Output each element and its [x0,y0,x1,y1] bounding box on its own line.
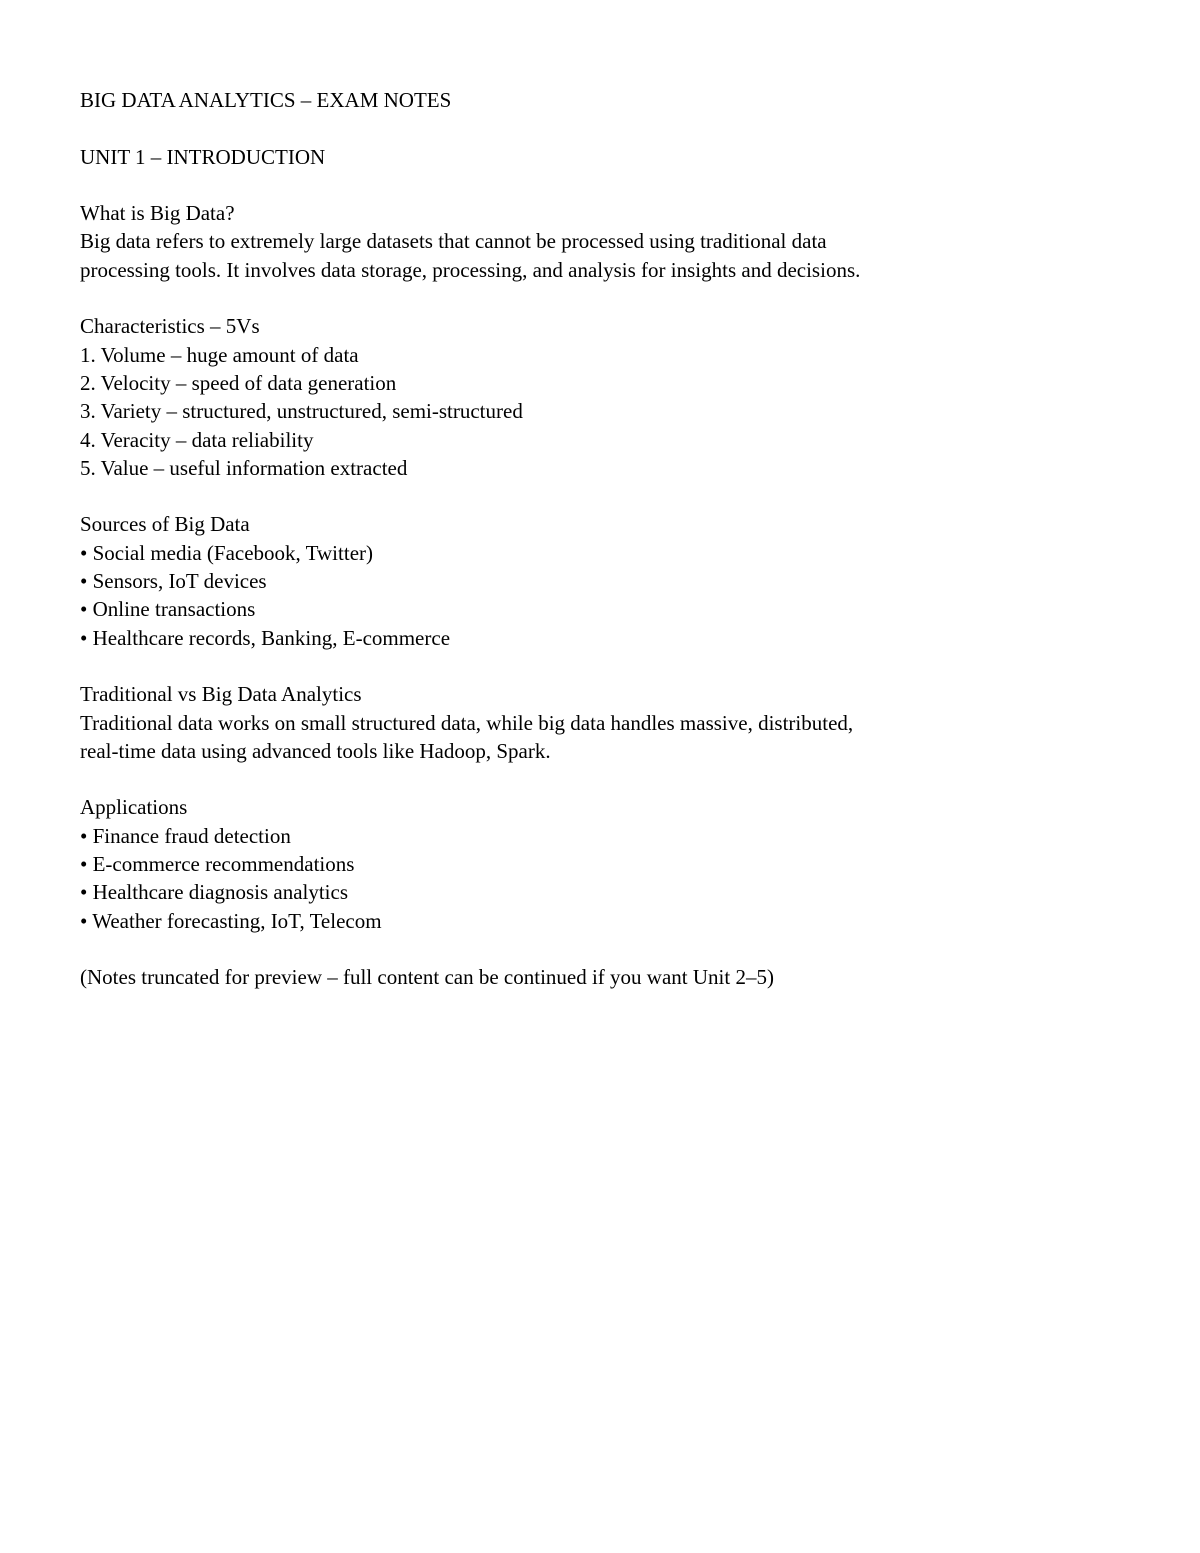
list-item: 2. Velocity – speed of data generation [80,370,397,395]
list-item: • Social media (Facebook, Twitter) [80,540,373,565]
list-item: 4. Veracity – data reliability [80,427,314,452]
list-item: 3. Variety – structured, unstructured, semi-structured [80,399,523,424]
document-title: BIG DATA ANALYTICS – EXAM NOTES [80,88,452,112]
list-item: • Sensors, IoT devices [80,569,267,594]
section-what-is-big-data [80,199,1120,284]
section-heading: Sources of Big Data [80,512,250,537]
spacer [80,935,1120,963]
spacer [80,765,1120,793]
paragraph-line: Traditional data works on small structured data, while big data handles massive, distributed, [80,710,854,735]
section-heading: Applications [80,795,188,820]
list-item: • Weather forecasting, IoT, Telecom [80,908,382,933]
unit-heading: UNIT 1 – INTRODUCTION [80,144,326,169]
list-item: • E-commerce recommendations [80,852,355,877]
paragraph-line: Big data refers to extremely large datasets that cannot be processed using traditional data [80,229,827,254]
list-item: • Healthcare records, Banking, E-commerce [80,625,451,650]
section-characteristics [80,312,1120,482]
section-heading: What is Big Data? [80,201,235,226]
document-body [80,86,1120,992]
paragraph-line: processing tools. It involves data storage, processing, and analysis for insights and decisions. [80,257,861,282]
list-item: • Online transactions [80,597,256,622]
footer-note: (Notes truncated for preview – full content can be continued if you want Unit 2–5) [80,965,774,990]
list-item: 1. Volume – huge amount of data [80,342,359,367]
spacer [80,171,1120,199]
list-item: • Finance fraud detection [80,823,291,848]
section-sources [80,510,1120,651]
section-heading: Characteristics – 5Vs [80,314,260,339]
spacer [80,114,1120,142]
list-item: 5. Value – useful information extracted [80,455,408,480]
spacer [80,284,1120,312]
section-traditional-vs-big-data [80,680,1120,765]
section-heading: Traditional vs Big Data Analytics [80,682,362,707]
paragraph-line: real-time data using advanced tools like Hadoop, Spark. [80,738,551,763]
spacer [80,482,1120,510]
section-applications [80,793,1120,934]
list-item: • Healthcare diagnosis analytics [80,880,349,905]
spacer [80,652,1120,680]
